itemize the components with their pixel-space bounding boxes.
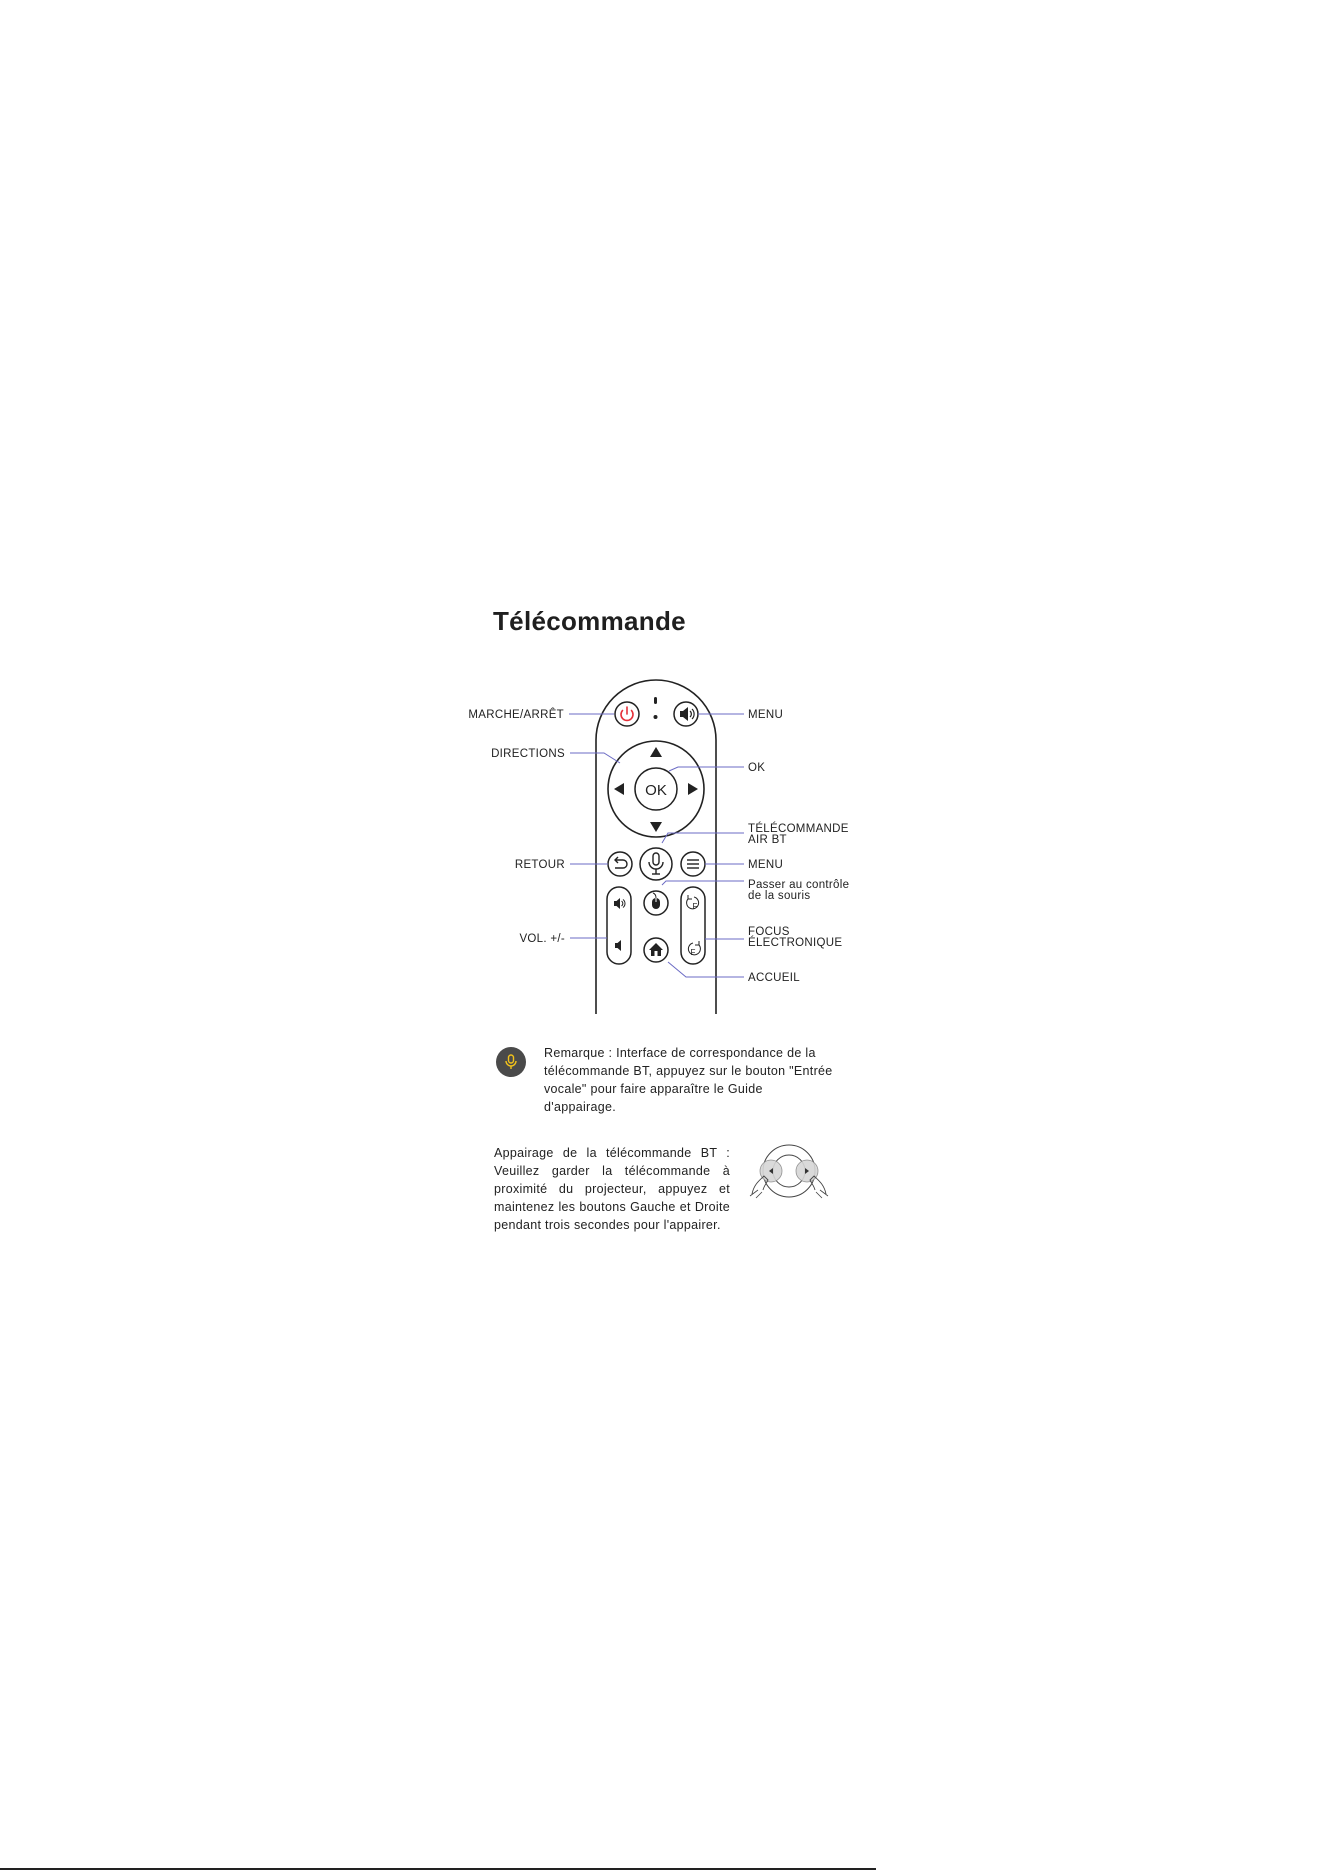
home-button[interactable] <box>644 938 668 962</box>
label-menu-top: MENU <box>748 709 784 721</box>
label-focus-line1: FOCUS <box>748 926 790 938</box>
label-focus-line2: ÉLECTRONIQUE <box>748 937 843 949</box>
pairing-text: Appairage de la télécommande BT : Veuillez garder la télécommande à proximité du projecteur, appuyez et maintenez les boutons Gauche et Droite pendant trois secondes pour l'appairer. <box>494 1146 730 1232</box>
label-remote-air-bt-line1: TÉLÉCOMMANDE <box>748 823 849 835</box>
label-menu: MENU <box>748 859 784 871</box>
ok-button[interactable] <box>635 768 677 810</box>
label-mouse-line2: de la souris <box>748 890 811 902</box>
label-ok: OK <box>748 762 766 774</box>
footer-rule <box>0 1868 876 1870</box>
label-volume: VOL. +/- <box>519 933 565 945</box>
label-home: ACCUEIL <box>748 972 800 984</box>
power-button[interactable] <box>615 702 639 726</box>
label-remote-air-bt-line2: AIR BT <box>748 834 787 846</box>
menu-top-button[interactable] <box>674 702 698 726</box>
label-directions: DIRECTIONS <box>491 748 565 760</box>
svg-text:F: F <box>692 902 698 911</box>
indicator-light <box>654 697 657 704</box>
label-mouse-line1: Passer au contrôle <box>748 879 850 891</box>
mouse-button[interactable] <box>644 891 668 915</box>
label-back: RETOUR <box>514 859 565 871</box>
remote-outline <box>596 680 716 1014</box>
pairing-illustration <box>746 1140 832 1204</box>
mic-note-icon <box>496 1047 526 1077</box>
focus-rocker[interactable] <box>681 887 705 964</box>
menu-button[interactable] <box>681 852 705 876</box>
page-title: Télécommande <box>493 606 686 636</box>
mic-button[interactable] <box>640 848 672 880</box>
label-power: MARCHE/ARRÊT <box>468 709 564 721</box>
volume-rocker[interactable] <box>607 887 631 964</box>
back-button[interactable] <box>608 852 632 876</box>
note-text: Remarque : Interface de correspondance de la télécommande BT, appuyez sur le bouton "Entrée vocale" pour faire apparaître le Guide d'appairage. <box>544 1046 833 1114</box>
indicator-dot <box>654 715 658 719</box>
svg-text:F: F <box>690 948 696 957</box>
ok-button-label: OK <box>645 782 667 799</box>
